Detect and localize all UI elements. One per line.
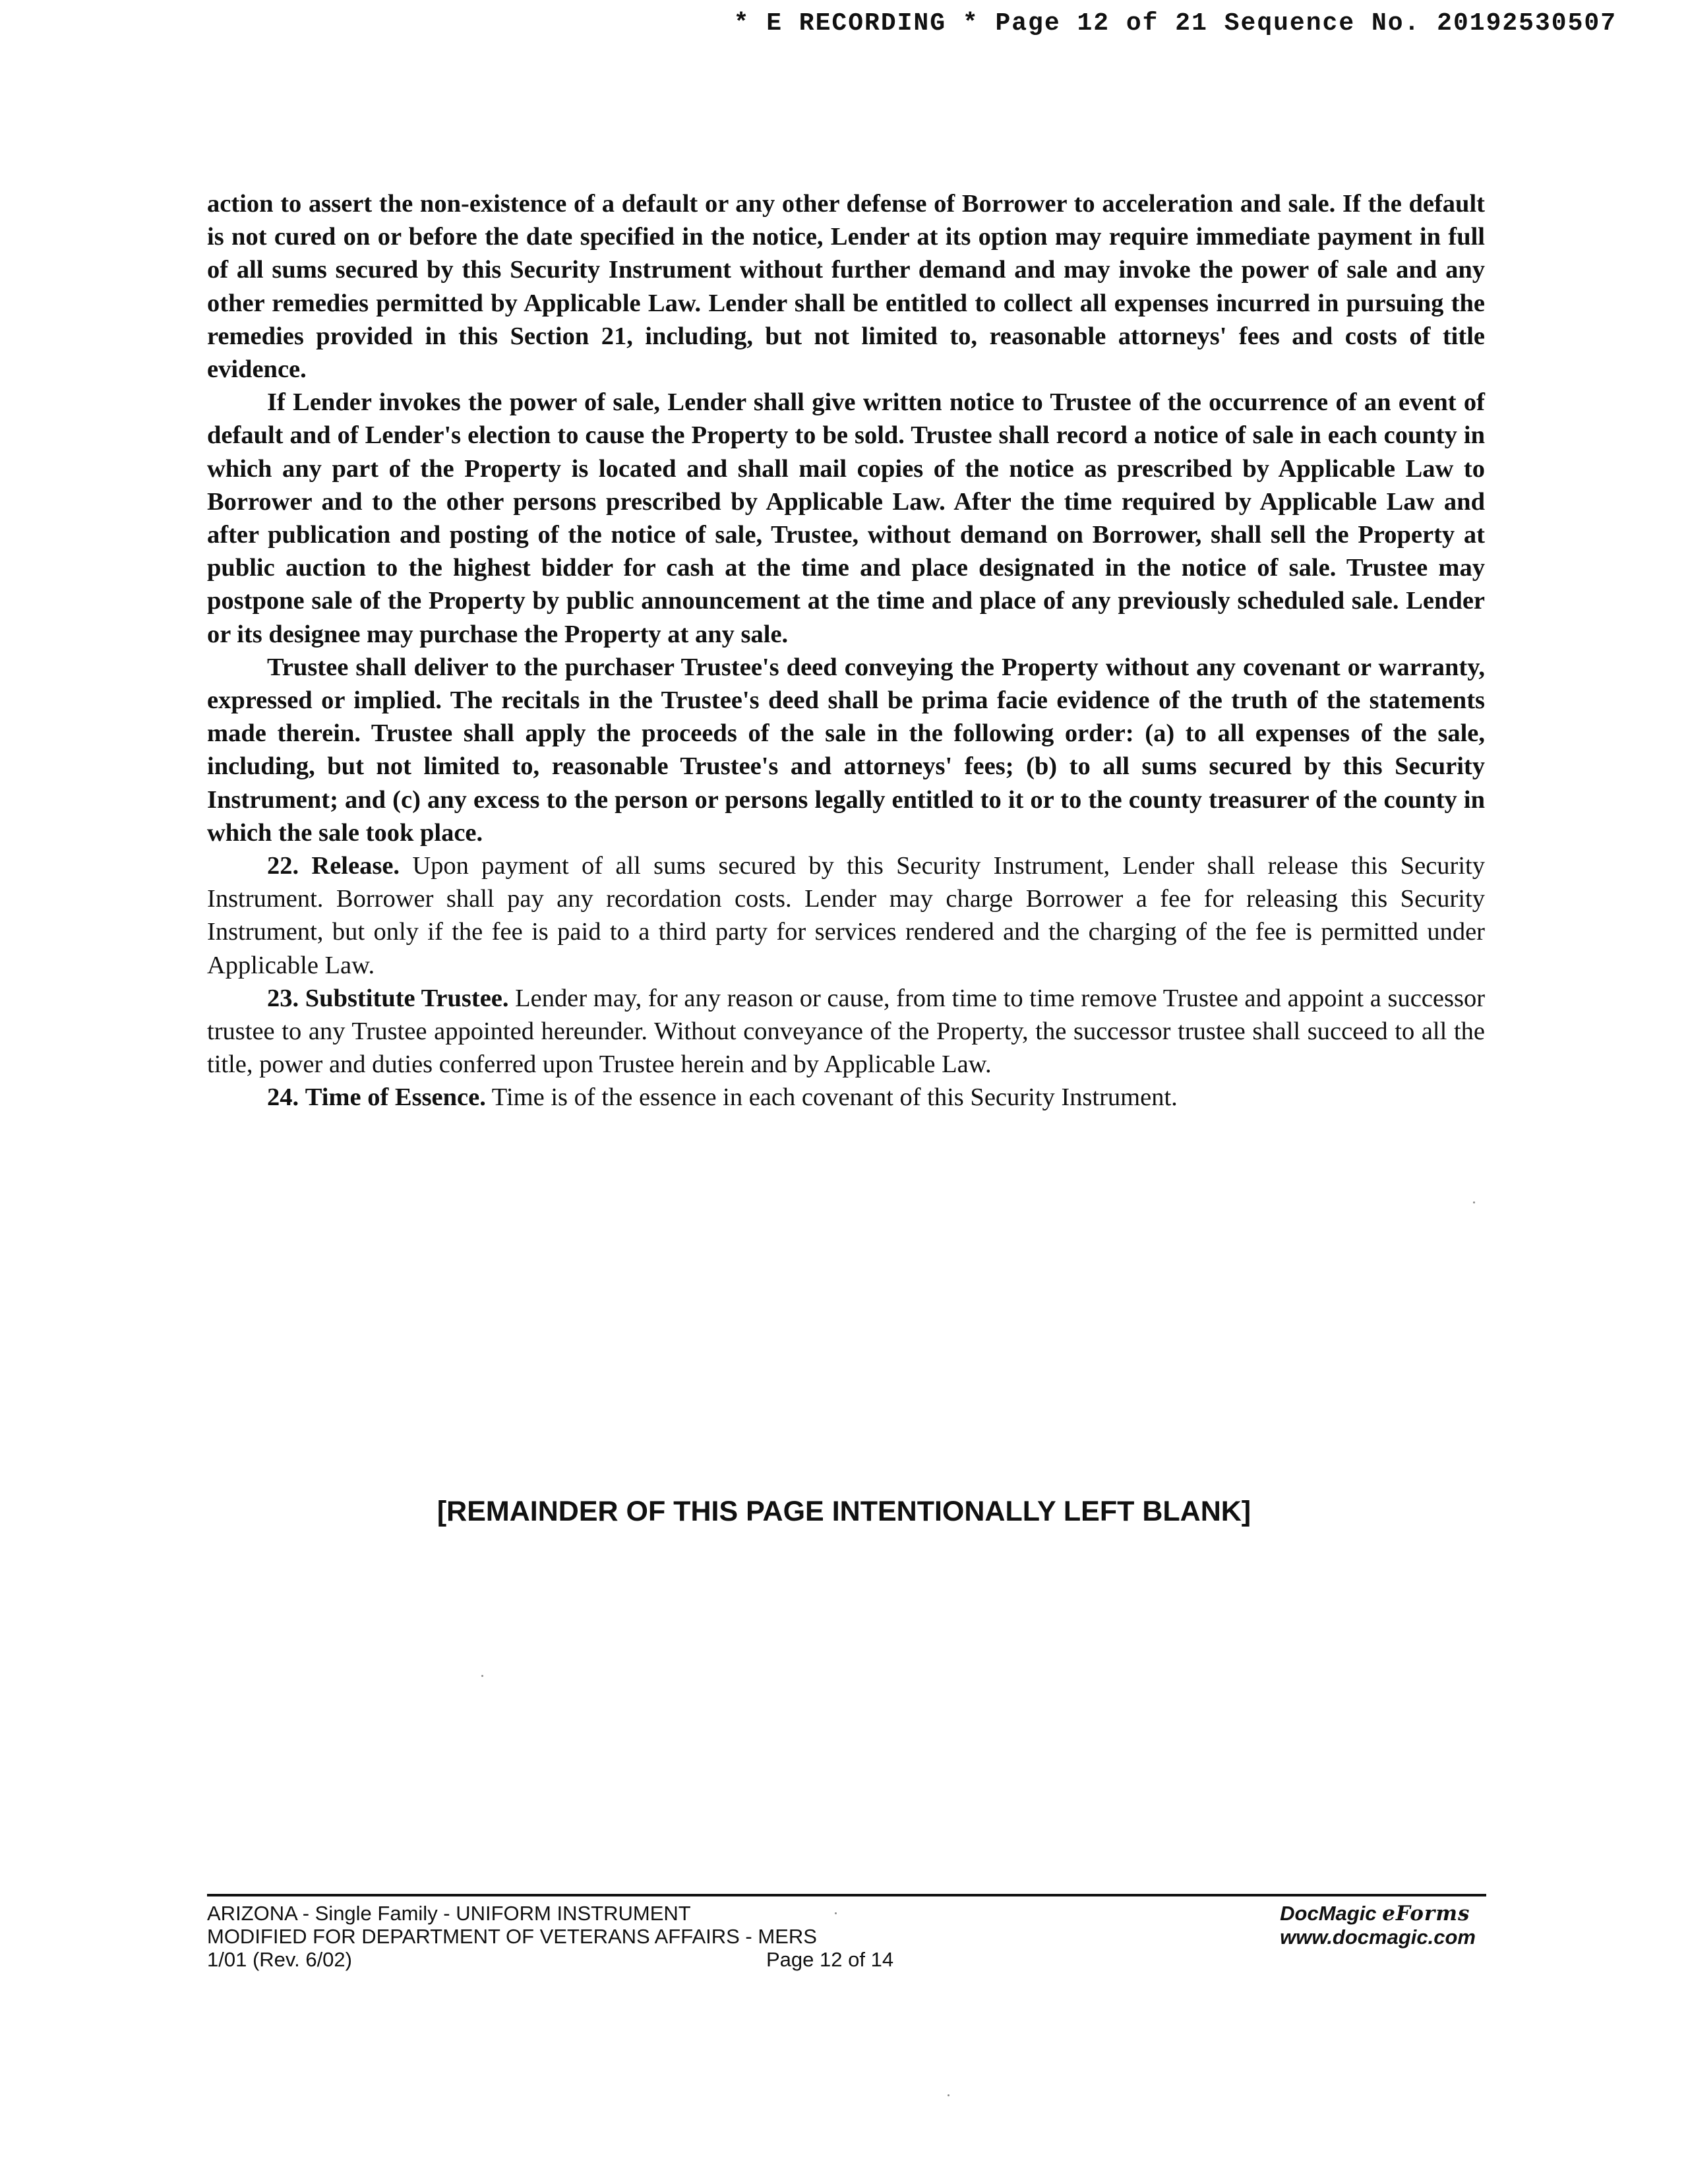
form-modification: MODIFIED FOR DEPARTMENT OF VETERANS AFFAIRS - MERS [207, 1925, 817, 1948]
footer-page-number: Page 12 of 14 [766, 1948, 894, 1971]
section-text: Lender may, for any reason or cause, from time to time remove Trustee and appoint a successor trustee to any Trustee appointed hereunder. Without conveyance of the Property, the successor trustee shall succeed to all the title, power and duties conferred upon Trustee herein and by Applicable Law. [207, 984, 1486, 1079]
scan-speck [1473, 1201, 1475, 1203]
remainder-blank-notice: [REMAINDER OF THIS PAGE INTENTIONALLY LEFT BLANK] [437, 1496, 1251, 1527]
section-number: 23. [267, 984, 299, 1012]
section-number: 22. [267, 852, 299, 880]
document-body [207, 187, 1485, 1114]
form-identification [207, 1902, 817, 1971]
paragraph-power-of-sale: If Lender invokes the power of sale, Lender shall give written notice to Trustee of the occurrence of an event of default and of Lender's election to cause the Property to be sold. Trustee shall record a notice of sale in each county in which any part of the Property is located and shall mail copies of the notice as prescribed by Applicable Law to Borrower and to the other persons prescribed by Applicable Law. After the time required by Applicable Law and after publication and posting of the notice of sale, Trustee, without demand on Borrower, shall sell the Property at public auction to the highest bidder for cash at the time and place designated in the notice of sale. Trustee may postpone sale of the Property by public announcement at the time and place of any previously scheduled sale. Lender or its designee may purchase the Property at any sale. [207, 388, 1485, 648]
section-title: Time of Essence. [305, 1083, 486, 1112]
paragraph-trustee-deed: Trustee shall deliver to the purchaser Trustee's deed conveying the Property without any covenant or warranty, expressed or implied. The recitals in the Trustee's deed shall be prima facie evidence of the truth of the statements made therein. Trustee shall apply the proceeds of the sale in the following order: (a) to all expenses of the sale, including, but not limited to, reasonable Trustee's and attorneys' fees; (b) to all sums secured by this Security Instrument; and (c) any excess to the person or persons legally entitled to it or to the county treasurer of the county in which the sale took place. [207, 653, 1485, 847]
scan-speck [481, 1675, 483, 1677]
form-title: ARIZONA - Single Family - UNIFORM INSTRUMENT [207, 1902, 691, 1925]
brand-url: www.docmagic.com [1280, 1926, 1476, 1949]
section-title: Substitute Trustee. [305, 984, 509, 1012]
paragraph-default-remedies: action to assert the non-existence of a default or any other defense of Borrower to acceleration and sale. If the default is not cured on or before the date specified in the notice, Lender at its option may require immediate payment in full of all sums secured by this Security Instrument without further demand and may invoke the power of sale and any other remedies permitted by Applicable Law. Lender shall be entitled to collect all expenses incurred in pursuing the remedies provided in this Section 21, including, but not limited to, reasonable attorneys' fees and costs of title evidence. [207, 190, 1485, 384]
brand-name-line [1280, 1902, 1476, 1926]
docmagic-brand [1280, 1902, 1476, 1949]
section-number: 24. [267, 1083, 299, 1112]
recording-stamp: * E RECORDING * Page 12 of 21 Sequence No. 20192530507 [733, 9, 1617, 38]
section-substitute-trustee [207, 982, 1485, 1081]
section-text: Time is of the essence in each covenant of this Security Instrument. [491, 1083, 1178, 1112]
brand-eforms-logo: eForms [1382, 1902, 1470, 1926]
form-revision: 1/01 (Rev. 6/02) [207, 1948, 352, 1971]
page-footer [207, 1894, 1486, 1982]
scan-speck [835, 1912, 837, 1914]
section-release [207, 849, 1485, 982]
section-text: Upon payment of all sums secured by this Security Instrument, Lender shall release this Security Instrument. Borrower shall pay any recordation costs. Lender may charge Borrower a fee for releasing this Security Instrument, but only if the fee is paid to a third party for services rendered and the charging of the fee is permitted under Applicable Law. [207, 852, 1485, 979]
scan-speck [948, 2094, 950, 2096]
section-title: Release. [311, 852, 400, 880]
brand-name: DocMagic [1280, 1902, 1377, 1925]
section-time-of-essence [207, 1081, 1485, 1114]
